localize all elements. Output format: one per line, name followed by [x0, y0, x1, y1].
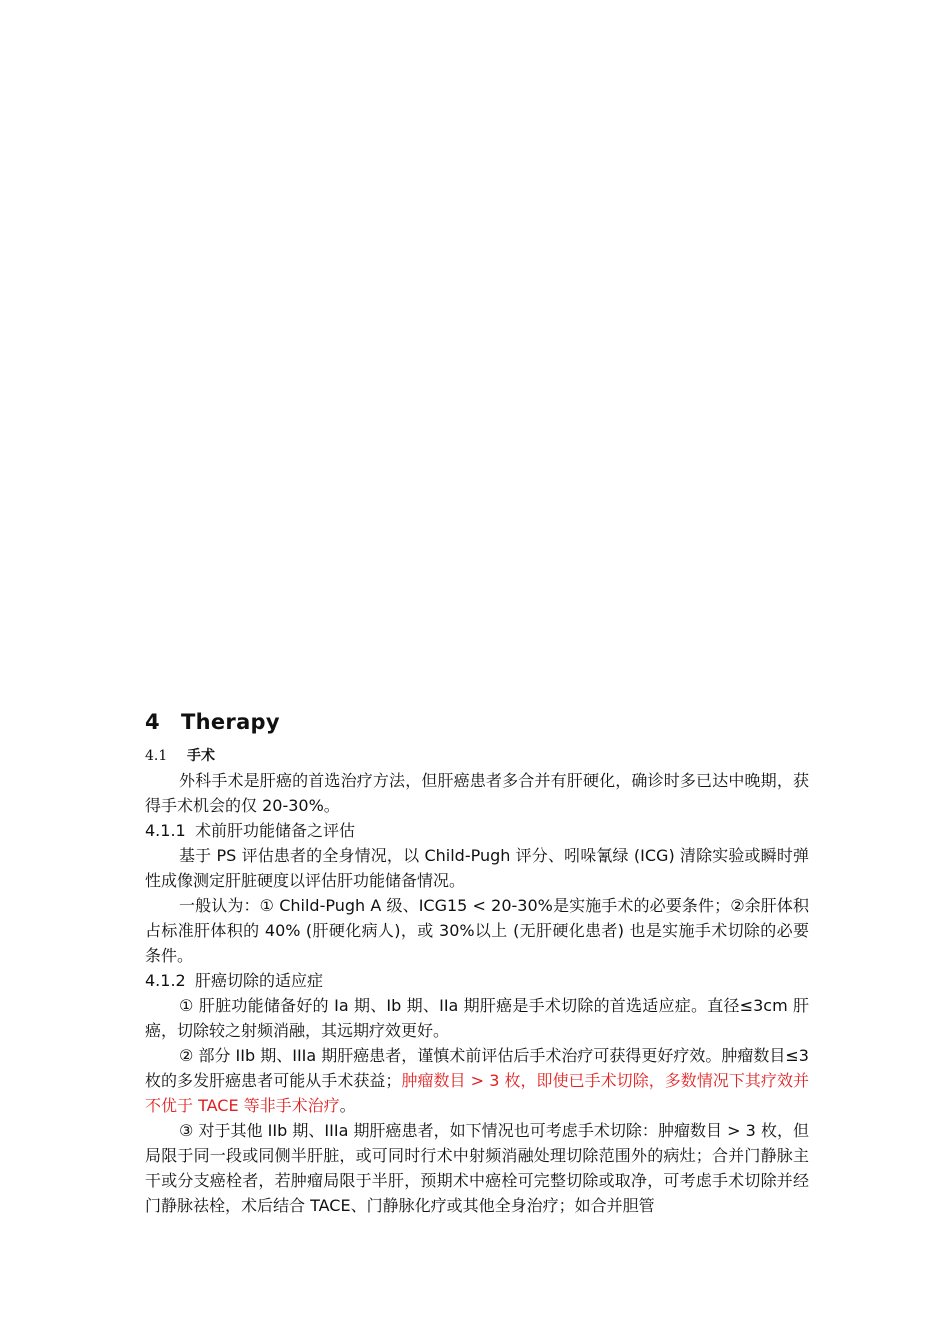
paragraph-liver-reserve-assessment: 基于 PS 评估患者的全身情况，以 Child-Pugh 评分、吲哚氰绿 (ICG) 清除实验或瞬时弹性成像测定肝脏硬度以评估肝功能储备情况。 — [145, 846, 809, 890]
paragraph-indication-3: ③ 对于其他 IIb 期、IIIa 期肝癌患者，如下情况也可考虑手术切除：肿瘤数目 > 3 枚，但局限于同一段或同侧半肝脏，或可同时行术中射频消融处理切除范围外的病灶；合并门静脉主干或分支癌栓者，若肿瘤局限于半肝，预期术中癌栓可完整切除或取净，可考虑手术切除并经门静脉祛栓，术后结合 TACE、门静脉化疗或其他全身治疗；如合并胆管 — [145, 1121, 809, 1215]
subsection-title: 手术 — [187, 748, 215, 764]
subsection-number: 4.1 — [145, 748, 168, 764]
document-body — [145, 706, 809, 1218]
subsection-heading-4-1 — [145, 744, 809, 768]
indication-2-end: 。 — [339, 1096, 356, 1115]
subsection-title: 肝癌切除的适应症 — [195, 971, 324, 990]
subsection-title: 术前肝功能储备之评估 — [195, 821, 356, 840]
highlighted-warning-text: 肿瘤数目 > 3 枚，即使已手术切除，多数情况下其疗效并不优于 TACE 等非手术治疗 — [145, 1071, 809, 1115]
subsection-heading-4-1-2 — [145, 968, 809, 993]
subsection-number: 4.1.2 — [145, 971, 186, 990]
section-number: 4 — [145, 710, 160, 734]
paragraph-surgery-intro: 外科手术是肝癌的首选治疗方法，但肝癌患者多合并有肝硬化，确诊时多已达中晚期，获得手术机会的仅 20-30%。 — [145, 771, 809, 815]
paragraph-indication-2 — [145, 1043, 809, 1118]
indication-2-text: ② 部分 IIb 期、IIIa 期肝癌患者，谨慎术前评估后手术治疗可获得更好疗效。肿瘤数目≤3 枚的多发肝癌患者可能从手术获益； — [145, 1046, 809, 1090]
paragraph-indication-1: ① 肝脏功能储备好的 Ia 期、Ib 期、IIa 期肝癌是手术切除的首选适应症。直径≤3cm 肝癌，切除较之射频消融，其远期疗效更好。 — [145, 996, 809, 1040]
subsection-heading-4-1-1 — [145, 818, 809, 843]
section-heading — [145, 706, 809, 738]
section-title: Therapy — [181, 710, 280, 734]
paragraph-surgery-conditions: 一般认为：① Child-Pugh A 级、ICG15 < 20-30%是实施手术的必要条件；②余肝体积占标准肝体积的 40% (肝硬化病人)，或 30%以上 (无肝硬化患者) 也是实施手术切除的必要条件。 — [145, 896, 809, 965]
subsection-number: 4.1.1 — [145, 821, 186, 840]
